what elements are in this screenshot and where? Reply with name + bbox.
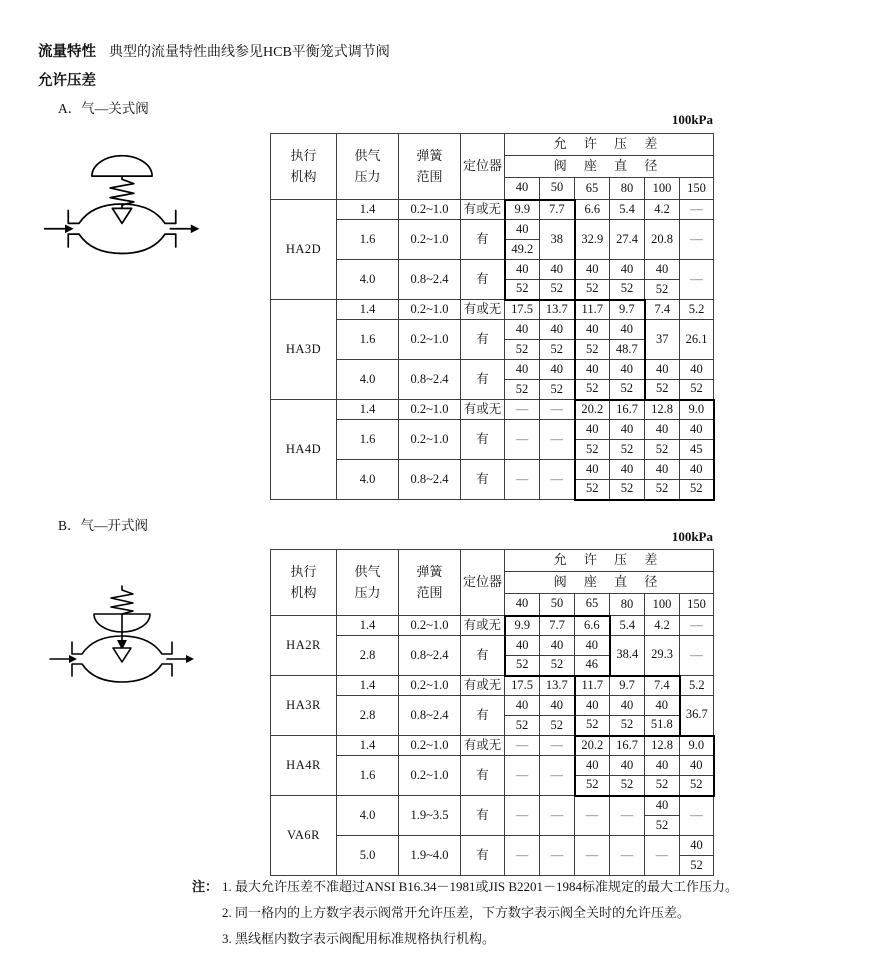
dp-value-cell: 7.7 xyxy=(540,200,575,220)
positioner-cell: 有或无 xyxy=(461,736,505,756)
dp-empty-cell: — xyxy=(680,616,714,636)
positioner-cell: 有或无 xyxy=(461,300,505,320)
table-row xyxy=(271,460,714,480)
supply-pressure-cell: 1.4 xyxy=(337,400,399,420)
supply-pressure-cell: 1.4 xyxy=(337,200,399,220)
dp-empty-cell: — xyxy=(505,736,540,756)
dp-value-cell: 48.7 xyxy=(610,340,645,360)
dp-value-cell: 40 xyxy=(645,756,680,776)
table-row xyxy=(271,220,714,240)
spring-range-cell: 0.8~2.4 xyxy=(399,696,461,736)
dp-value-cell: 40 xyxy=(575,696,610,716)
seat-size-header: 100 xyxy=(645,594,680,616)
spring-range-cell: 0.2~1.0 xyxy=(399,736,461,756)
dp-value-cell: 52 xyxy=(610,776,645,796)
seat-size-header: 100 xyxy=(645,178,680,200)
table-row xyxy=(271,420,714,440)
dp-value-cell: 40 xyxy=(645,796,680,816)
dp-value-cell: 52 xyxy=(575,380,610,400)
supply-pressure-cell: 1.6 xyxy=(337,756,399,796)
dp-value-cell: 40 xyxy=(505,636,540,656)
seat-size-header: 40 xyxy=(505,594,540,616)
dp-value-cell: 16.7 xyxy=(610,736,645,756)
dp-value-cell: 52 xyxy=(575,716,610,736)
dp-value-cell: 40 xyxy=(505,360,540,380)
positioner-header: 定位器 xyxy=(461,550,505,616)
unit-label-a: 100kPa xyxy=(671,112,713,127)
positioner-cell: 有 xyxy=(461,420,505,460)
unit-label-b: 100kPa xyxy=(671,529,713,544)
supply-pressure-cell: 1.4 xyxy=(337,736,399,756)
dp-value-cell: 13.7 xyxy=(540,676,575,696)
header-row xyxy=(271,550,714,572)
dp-value-cell: 40 xyxy=(575,756,610,776)
page-title-text: 典型的流量特性曲线参见HCB平衡笼式调节阀 xyxy=(109,45,390,60)
dp-value-cell: 38.4 xyxy=(610,636,645,676)
dp-empty-cell: — xyxy=(540,420,575,460)
positioner-cell: 有 xyxy=(461,696,505,736)
dp-empty-cell: — xyxy=(505,796,540,836)
pressure-table xyxy=(270,549,715,876)
dp-value-cell: 40 xyxy=(645,696,680,716)
dp-empty-cell: — xyxy=(505,420,540,460)
supply-pressure-cell: 2.8 xyxy=(337,636,399,676)
dp-empty-cell: — xyxy=(540,400,575,420)
supply-pressure-cell: 1.6 xyxy=(337,220,399,260)
dp-empty-cell: — xyxy=(610,836,645,876)
note-line: 2. 同一格内的上方数字表示阀常开允许压差，下方数字表示阀全关时的允许压差。 xyxy=(222,905,691,920)
positioner-cell: 有 xyxy=(461,460,505,500)
dp-value-cell: 52 xyxy=(505,280,540,300)
dp-value-cell: 40 xyxy=(540,260,575,280)
table-a-caption: A．气—关式阀 xyxy=(58,101,149,116)
dp-empty-cell: — xyxy=(540,460,575,500)
air-to-close-valve-icon xyxy=(36,146,208,266)
note-line: 3. 黑线框内数字表示阀配用标准规格执行机构。 xyxy=(222,931,496,946)
dp-value-cell: 5.2 xyxy=(680,676,714,696)
seat-size-header: 150 xyxy=(680,594,714,616)
positioner-cell: 有 xyxy=(461,836,505,876)
table-row xyxy=(271,636,714,656)
dp-value-cell: 9.7 xyxy=(610,300,645,320)
dp-value-cell: 32.9 xyxy=(575,220,610,260)
positioner-cell: 有 xyxy=(461,636,505,676)
seat-size-header: 80 xyxy=(610,594,645,616)
table-row xyxy=(271,616,714,636)
dp-empty-cell: — xyxy=(645,836,680,876)
table-row xyxy=(271,400,714,420)
dp-value-cell: 52 xyxy=(645,280,680,300)
supply-pressure-cell: 1.6 xyxy=(337,420,399,460)
dp-value-cell: 5.4 xyxy=(610,616,645,636)
dp-value-cell: 40 xyxy=(575,260,610,280)
seat-size-header: 65 xyxy=(575,594,610,616)
dp-value-cell: 40 xyxy=(680,836,714,856)
positioner-cell: 有 xyxy=(461,220,505,260)
spring-range-cell: 0.2~1.0 xyxy=(399,616,461,636)
table-row xyxy=(271,676,714,696)
spring-range-cell: 0.2~1.0 xyxy=(399,756,461,796)
dp-value-cell: 38 xyxy=(540,220,575,260)
dp-span-header: 允 许 压 差 xyxy=(505,134,714,156)
dp-value-cell: 52 xyxy=(540,716,575,736)
supply-pressure-cell: 1.4 xyxy=(337,300,399,320)
dp-value-cell: 6.6 xyxy=(575,200,610,220)
dp-empty-cell: — xyxy=(610,796,645,836)
table-row xyxy=(271,836,714,856)
dp-value-cell: 40 xyxy=(505,320,540,340)
dp-value-cell: 52 xyxy=(645,380,680,400)
dp-value-cell: 17.5 xyxy=(505,676,540,696)
supply-pressure-header: 供气 压力 xyxy=(337,134,399,200)
seat-size-header: 150 xyxy=(680,178,714,200)
dp-value-cell: 52 xyxy=(645,480,680,500)
dp-value-cell: 7.4 xyxy=(645,676,680,696)
positioner-cell: 有 xyxy=(461,360,505,400)
table-row xyxy=(271,736,714,756)
spring-range-cell: 0.2~1.0 xyxy=(399,220,461,260)
dp-empty-cell: — xyxy=(505,756,540,796)
dp-value-cell: 9.7 xyxy=(610,676,645,696)
dp-value-cell: 40 xyxy=(540,696,575,716)
dp-value-cell: 6.6 xyxy=(575,616,610,636)
spring-range-header: 弹簧 范围 xyxy=(399,550,461,616)
spring-range-cell: 0.2~1.0 xyxy=(399,420,461,460)
dp-value-cell: 4.2 xyxy=(645,200,680,220)
dp-value-cell: 7.4 xyxy=(645,300,680,320)
seat-diameter-span-header: 阀 座 直 径 xyxy=(505,572,714,594)
dp-value-cell: 52 xyxy=(505,340,540,360)
positioner-cell: 有或无 xyxy=(461,616,505,636)
dp-value-cell: 52 xyxy=(540,340,575,360)
table-b-container xyxy=(270,549,715,876)
seat-diameter-span-header: 阀 座 直 径 xyxy=(505,156,714,178)
supply-pressure-cell: 1.6 xyxy=(337,320,399,360)
dp-value-cell: 29.3 xyxy=(645,636,680,676)
dp-value-cell: 40 xyxy=(645,360,680,380)
dp-value-cell: 11.7 xyxy=(575,300,610,320)
spring-range-cell: 0.8~2.4 xyxy=(399,636,461,676)
dp-value-cell: 40 xyxy=(610,260,645,280)
dp-value-cell: 52 xyxy=(505,656,540,676)
actuator-cell: HA2D xyxy=(271,200,337,300)
supply-pressure-cell: 4.0 xyxy=(337,796,399,836)
table-row xyxy=(271,260,714,280)
dp-value-cell: 40 xyxy=(680,420,714,440)
dp-value-cell: 40 xyxy=(645,420,680,440)
note-text: 1. 最大允许压差不准超过ANSI B16.34－1981或JIS B2201－1984标准规定的最大工作压力。 xyxy=(222,879,739,894)
dp-empty-cell: — xyxy=(680,636,714,676)
dp-value-cell: 40 xyxy=(610,320,645,340)
positioner-cell: 有或无 xyxy=(461,676,505,696)
dp-value-cell: 52 xyxy=(645,816,680,836)
dp-value-cell: 5.4 xyxy=(610,200,645,220)
supply-pressure-cell: 4.0 xyxy=(337,260,399,300)
dp-value-cell: 11.7 xyxy=(575,676,610,696)
spring-range-cell: 1.9~4.0 xyxy=(399,836,461,876)
dp-value-cell: 52 xyxy=(680,856,714,876)
actuator-cell: HA2R xyxy=(271,616,337,676)
dp-value-cell: 40 xyxy=(610,756,645,776)
dp-value-cell: 9.9 xyxy=(505,200,540,220)
positioner-cell: 有 xyxy=(461,260,505,300)
header-row xyxy=(271,134,714,156)
table-row xyxy=(271,320,714,340)
dp-value-cell: 40 xyxy=(575,320,610,340)
spring-range-cell: 0.2~1.0 xyxy=(399,300,461,320)
dp-value-cell: 27.4 xyxy=(610,220,645,260)
spring-range-cell: 1.9~3.5 xyxy=(399,796,461,836)
positioner-cell: 有 xyxy=(461,756,505,796)
table-row xyxy=(271,360,714,380)
dp-value-cell: 52 xyxy=(645,776,680,796)
dp-value-cell: 26.1 xyxy=(680,320,714,360)
dp-value-cell: 52 xyxy=(610,716,645,736)
spring-range-cell: 0.8~2.4 xyxy=(399,360,461,400)
dp-value-cell: 37 xyxy=(645,320,680,360)
dp-value-cell: 12.8 xyxy=(645,400,680,420)
dp-value-cell: 52 xyxy=(540,380,575,400)
dp-value-cell: 52 xyxy=(680,776,714,796)
dp-value-cell: 40 xyxy=(680,460,714,480)
dp-value-cell: 52 xyxy=(680,380,714,400)
air-to-open-valve-icon xyxy=(42,582,202,694)
dp-empty-cell: — xyxy=(505,836,540,876)
dp-value-cell: 52 xyxy=(610,380,645,400)
dp-value-cell: 52 xyxy=(610,480,645,500)
dp-value-cell: 40 xyxy=(575,360,610,380)
supply-pressure-cell: 4.0 xyxy=(337,460,399,500)
supply-pressure-cell: 1.4 xyxy=(337,616,399,636)
dp-value-cell: 40 xyxy=(575,460,610,480)
dp-empty-cell: — xyxy=(540,796,575,836)
notes-label: 注： xyxy=(192,879,219,894)
dp-value-cell: 40 xyxy=(610,420,645,440)
supply-pressure-header: 供气 压力 xyxy=(337,550,399,616)
actuator-cell: HA3D xyxy=(271,300,337,400)
positioner-header: 定位器 xyxy=(461,134,505,200)
positioner-cell: 有 xyxy=(461,796,505,836)
seat-size-header: 80 xyxy=(610,178,645,200)
dp-value-cell: 40 xyxy=(575,420,610,440)
positioner-cell: 有 xyxy=(461,320,505,360)
dp-empty-cell: — xyxy=(505,460,540,500)
table-row xyxy=(271,300,714,320)
dp-empty-cell: — xyxy=(540,736,575,756)
dp-value-cell: 16.7 xyxy=(610,400,645,420)
dp-value-cell: 7.7 xyxy=(540,616,575,636)
supply-pressure-cell: 1.4 xyxy=(337,676,399,696)
dp-value-cell: 5.2 xyxy=(680,300,714,320)
dp-value-cell: 52 xyxy=(575,340,610,360)
seat-size-header: 50 xyxy=(540,178,575,200)
dp-value-cell: 40 xyxy=(610,696,645,716)
table-row xyxy=(271,200,714,220)
seat-size-header: 40 xyxy=(505,178,540,200)
dp-empty-cell: — xyxy=(680,200,714,220)
dp-empty-cell: — xyxy=(575,836,610,876)
actuator-cell: HA3R xyxy=(271,676,337,736)
dp-value-cell: 45 xyxy=(680,440,714,460)
supply-pressure-cell: 5.0 xyxy=(337,836,399,876)
supply-pressure-cell: 4.0 xyxy=(337,360,399,400)
spring-range-cell: 0.8~2.4 xyxy=(399,460,461,500)
dp-value-cell: 40 xyxy=(575,636,610,656)
dp-value-cell: 52 xyxy=(575,280,610,300)
dp-value-cell: 40 xyxy=(540,636,575,656)
dp-value-cell: 52 xyxy=(540,280,575,300)
table-row xyxy=(271,756,714,776)
dp-value-cell: 9.0 xyxy=(680,400,714,420)
dp-empty-cell: — xyxy=(680,220,714,260)
actuator-header: 执行 机构 xyxy=(271,550,337,616)
actuator-cell: VA6R xyxy=(271,796,337,876)
dp-value-cell: 40 xyxy=(645,260,680,280)
dp-value-cell: 12.8 xyxy=(645,736,680,756)
dp-value-cell: 4.2 xyxy=(645,616,680,636)
dp-value-cell: 40 xyxy=(540,320,575,340)
dp-value-cell: 40 xyxy=(610,460,645,480)
actuator-cell: HA4R xyxy=(271,736,337,796)
table-b-caption: B．气—开式阀 xyxy=(58,518,149,533)
dp-value-cell: 40 xyxy=(680,756,714,776)
dp-value-cell: 52 xyxy=(575,776,610,796)
dp-value-cell: 49.2 xyxy=(505,240,540,260)
dp-value-cell: 52 xyxy=(645,440,680,460)
dp-value-cell: 40 xyxy=(610,360,645,380)
dp-value-cell: 40 xyxy=(645,460,680,480)
dp-value-cell: 40 xyxy=(505,696,540,716)
dp-value-cell: 20.2 xyxy=(575,400,610,420)
dp-value-cell: 40 xyxy=(505,260,540,280)
page-title xyxy=(38,40,390,61)
dp-value-cell: 52 xyxy=(540,656,575,676)
spring-range-cell: 0.2~1.0 xyxy=(399,676,461,696)
dp-value-cell: 52 xyxy=(575,440,610,460)
section-heading: 允许压差 xyxy=(38,73,96,89)
seat-size-header: 50 xyxy=(540,594,575,616)
dp-empty-cell: — xyxy=(680,260,714,300)
dp-value-cell: 52 xyxy=(505,380,540,400)
page-title-bold: 流量特性 xyxy=(38,44,96,60)
spring-range-cell: 0.8~2.4 xyxy=(399,260,461,300)
dp-value-cell: 20.8 xyxy=(645,220,680,260)
dp-value-cell: 51.8 xyxy=(645,716,680,736)
table-row xyxy=(271,796,714,816)
notes xyxy=(192,879,872,957)
positioner-cell: 有或无 xyxy=(461,400,505,420)
dp-value-cell: 52 xyxy=(575,480,610,500)
dp-value-cell: 13.7 xyxy=(540,300,575,320)
spring-range-cell: 0.2~1.0 xyxy=(399,400,461,420)
dp-empty-cell: — xyxy=(540,756,575,796)
spring-range-header: 弹簧 范围 xyxy=(399,134,461,200)
dp-value-cell: 40 xyxy=(680,360,714,380)
table-row xyxy=(271,696,714,716)
dp-value-cell: 40 xyxy=(505,220,540,240)
dp-value-cell: 9.9 xyxy=(505,616,540,636)
supply-pressure-cell: 2.8 xyxy=(337,696,399,736)
spring-range-cell: 0.2~1.0 xyxy=(399,320,461,360)
dp-empty-cell: — xyxy=(505,400,540,420)
seat-size-header: 65 xyxy=(575,178,610,200)
dp-value-cell: 9.0 xyxy=(680,736,714,756)
note-line xyxy=(192,879,872,895)
pressure-table xyxy=(270,133,715,501)
dp-value-cell: 52 xyxy=(610,280,645,300)
dp-value-cell: 52 xyxy=(680,480,714,500)
dp-value-cell: 52 xyxy=(505,716,540,736)
dp-value-cell: 46 xyxy=(575,656,610,676)
dp-value-cell: 52 xyxy=(610,440,645,460)
dp-value-cell: 20.2 xyxy=(575,736,610,756)
positioner-cell: 有或无 xyxy=(461,200,505,220)
dp-value-cell: 40 xyxy=(540,360,575,380)
actuator-header: 执行 机构 xyxy=(271,134,337,200)
table-a-container xyxy=(270,133,715,501)
dp-empty-cell: — xyxy=(540,836,575,876)
dp-value-cell: 36.7 xyxy=(680,696,714,736)
dp-empty-cell: — xyxy=(575,796,610,836)
dp-span-header: 允 许 压 差 xyxy=(505,550,714,572)
spring-range-cell: 0.2~1.0 xyxy=(399,200,461,220)
dp-empty-cell: — xyxy=(680,796,714,836)
actuator-cell: HA4D xyxy=(271,400,337,500)
dp-value-cell: 17.5 xyxy=(505,300,540,320)
